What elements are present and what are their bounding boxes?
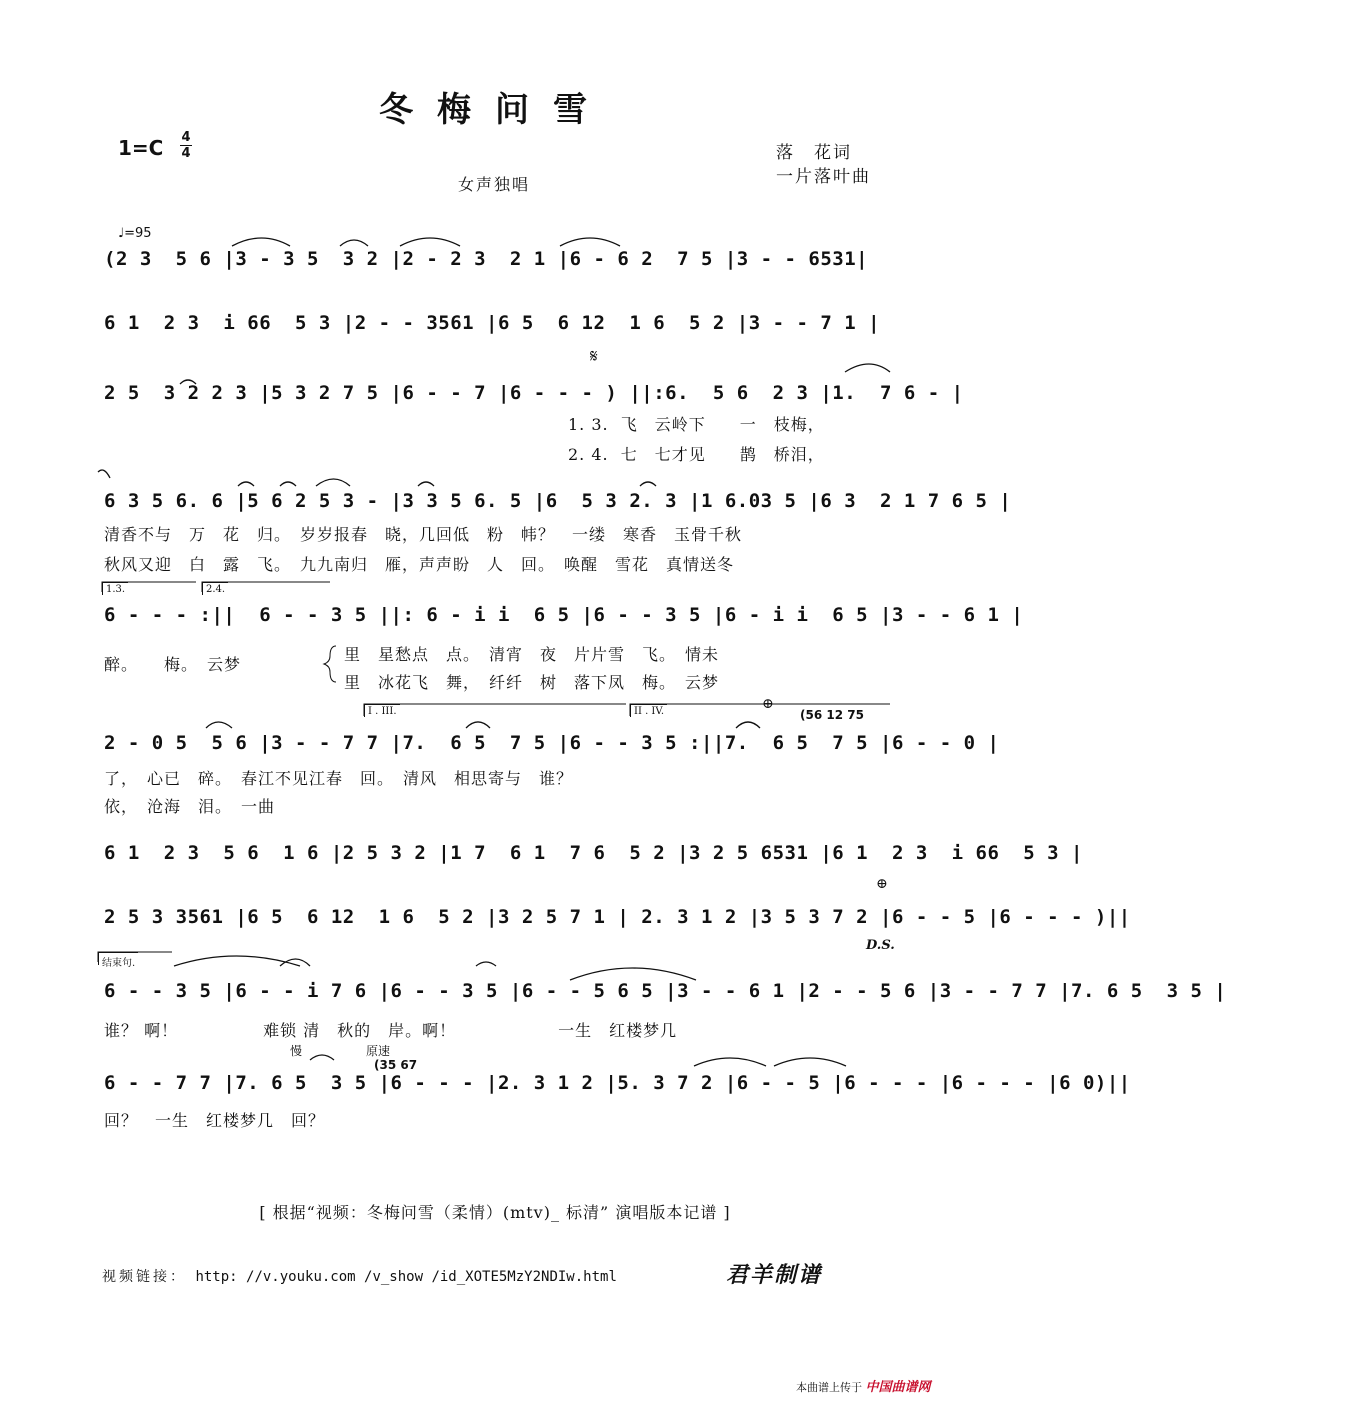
music-row-9: 6 - - 3 5 |6 - - i 7 6 |6 - - 3 5 |6 - - 5 6 5 |3 - - 6 1 |2 - - 5 6 |3 - - 7 7 |7. 6 5 3 5 | xyxy=(104,980,1227,1002)
music-row-1: (2 3 5 6 |3 - 3 5 3 2 |2 - 2 3 2 1 |6 - 6 2 7 5 |3 - - 6531| xyxy=(104,248,869,270)
ending-label: 结束句. xyxy=(98,952,138,965)
lyric-verse24-line2: 秋风又迎 白 露 飞。 九九南归 雁，声声盼 人 回。 唤醒 雪花 真情送冬 xyxy=(104,555,735,574)
a-tempo-marking: 原速 xyxy=(366,1044,391,1058)
music-row-5: 6 - - - :|| 6 - - 3 5 ||: 6 - i i 6 5 |6 - - 3 5 |6 - i i 6 5 |3 - - 6 1 | xyxy=(104,604,1024,626)
music-row-7: 6 1 2 3 5 6 1 6 |2 5 3 2 |1 7 6 1 7 6 5 2 |3 2 5 6531 |6 1 2 3 i 66 5 3 | xyxy=(104,842,1083,864)
tempo-marking: ♩=95 xyxy=(118,226,152,241)
upload-note xyxy=(796,1376,931,1395)
lyric-verse13-line1: 1. 3. 飞 云岭下 一 枝梅， xyxy=(568,415,825,434)
lyric-ending-line2: 回？ 一生 红楼梦几 回？ xyxy=(104,1111,326,1130)
instrumental-fill-2: (35 67 xyxy=(374,1058,418,1072)
time-signature-bottom: 4 xyxy=(181,146,191,161)
coda-sign-2: ⊕ xyxy=(876,876,888,892)
key-signature: 1=C xyxy=(118,136,164,160)
music-row-3: 2 5 3 2 2 3 |5 3 2 7 5 |6 - - 7 |6 - - - ) ||:6. 5 6 2 3 |1. 7 6 - | xyxy=(104,382,964,404)
slow-marking: 慢 xyxy=(290,1044,303,1058)
segno-sign: 𝄋 xyxy=(590,346,598,367)
coda-sign: ⊕ xyxy=(762,696,774,712)
lyricist-credit: 落 花词 xyxy=(776,143,852,163)
upload-text: 本曲谱上传于 xyxy=(796,1381,862,1394)
ds-marking: D.S. xyxy=(866,938,895,953)
volta-II-IV: II . IV. xyxy=(630,704,667,717)
lyric-line3-b: 里 星愁点 点。 清宵 夜 片片雪 飞。 情未 xyxy=(344,645,720,664)
instrumental-fill-1: (56 12 75 xyxy=(800,708,864,722)
volta-13: 1.3. xyxy=(102,582,128,595)
video-link-url[interactable]: http: //v.youku.com /v_show /id_XOTE5MzY2NDIw.html xyxy=(195,1269,617,1285)
volta-24: 2.4. xyxy=(202,582,228,595)
source-note: [ 根据“视频：冬梅问雪（柔情）(mtv)_ 标清” 演唱版本记谱 ] xyxy=(259,1203,731,1222)
volta-I-III: I . III. xyxy=(364,704,400,717)
lyric-line4-b: 依， 沧海 泪。 一曲 xyxy=(104,797,276,816)
lyric-line4-a: 了， 心已 碎。 春江不见江春 回。 清风 相思寄与 谁？ xyxy=(104,769,574,788)
lyric-ending-line1: 谁？ 啊！ 难锁 清 秋的 岸。啊！ 一生 红楼梦几 xyxy=(104,1021,678,1040)
music-row-8: 2 5 3 3561 |6 5 6 12 1 6 5 2 |3 2 5 7 1 | 2. 3 1 2 |3 5 3 7 2 |6 - - 5 |6 - - - )|| xyxy=(104,906,1131,928)
time-signature-top: 4 xyxy=(181,130,191,145)
lyric-verse13-line2: 清香不与 万 花 归。 岁岁报春 晓，几回低 粉 帏？ 一缕 寒香 玉骨千秋 xyxy=(104,525,743,544)
video-link xyxy=(102,1266,617,1286)
music-row-6: 2 - 0 5 5 6 |3 - - 7 7 |7. 6 5 7 5 |6 - - 3 5 :||7. 6 5 7 5 |6 - - 0 | xyxy=(104,732,1000,754)
music-row-2: 6 1 2 3 i 66 5 3 |2 - - 3561 |6 5 6 12 1 6 5 2 |3 - - 7 1 | xyxy=(104,312,881,334)
video-link-label: 视频链接： xyxy=(102,1269,187,1285)
lyric-verse24-line1: 2. 4. 七 七才见 鹊 桥泪， xyxy=(568,445,825,464)
music-row-10: 6 - - 7 7 |7. 6 5 3 5 |6 - - - |2. 3 1 2 |5. 3 7 2 |6 - - 5 |6 - - - |6 - - - |6 0)|| xyxy=(104,1072,1131,1094)
score-title: 冬梅问雪 xyxy=(379,90,611,130)
site-logo: 中国曲谱网 xyxy=(865,1380,931,1395)
composer-credit: 一片落叶曲 xyxy=(776,167,871,187)
lyric-line3-c: 里 冰花飞 舞， 纤纤 树 落下凤 梅。 云梦 xyxy=(344,673,720,692)
performance-type: 女声独唱 xyxy=(458,175,531,194)
transcriber-signature: 君羊制谱 xyxy=(726,1262,823,1288)
lyric-line3-a: 醉。 梅。 云梦 xyxy=(104,655,242,674)
music-row-4: 6 3 5 6. 6 |5 6 2 5 3 - |3 3 5 6. 5 |6 5 3 2. 3 |1 6.03 5 |6 3 2 1 7 6 5 | xyxy=(104,490,1012,512)
